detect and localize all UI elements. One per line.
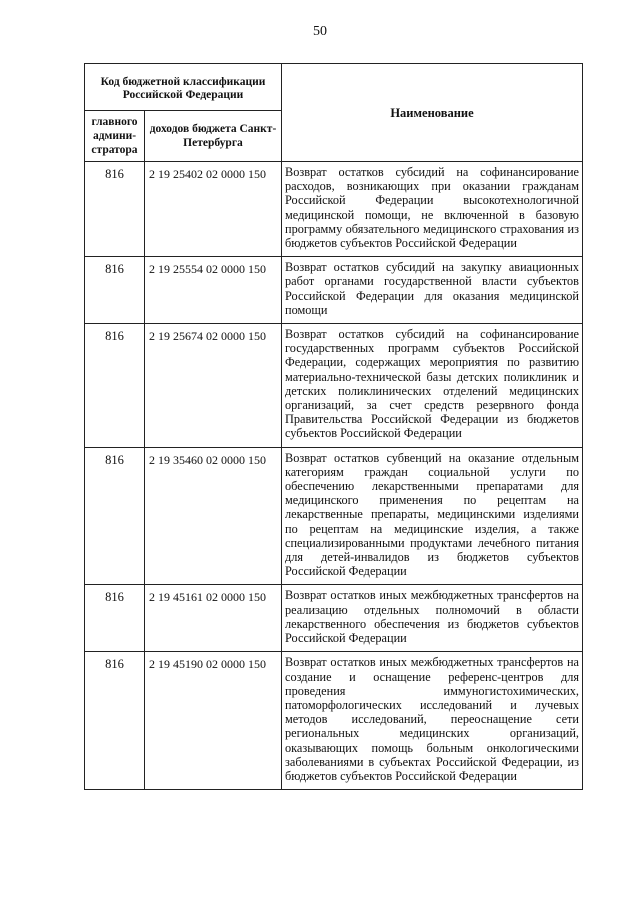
- admin-code-cell: 816: [85, 585, 145, 652]
- admin-code-cell: 816: [85, 324, 145, 448]
- table-row: [85, 652, 583, 790]
- name-cell: Возврат остатков субсидий на закупку авиационных работ органами государственной власти субъектов Российской Федерации для оказания медицинской помощи: [282, 257, 583, 324]
- revenue-code-cell: 2 19 45190 02 0000 150: [145, 652, 282, 790]
- table-row: [85, 257, 583, 324]
- table-row: [85, 324, 583, 448]
- budget-classification-table: [84, 63, 583, 790]
- admin-code-cell: 816: [85, 162, 145, 257]
- header-name: Наименование: [282, 64, 583, 162]
- name-cell: Возврат остатков иных межбюджетных трансфертов на реализацию отдельных полномочий в области лекарственного обеспечения из бюджетов субъектов Российской Федерации: [282, 585, 583, 652]
- revenue-code-cell: 2 19 45161 02 0000 150: [145, 585, 282, 652]
- admin-code-cell: 816: [85, 447, 145, 585]
- header-admin: главного админи-стратора: [85, 111, 145, 162]
- table-row: [85, 585, 583, 652]
- admin-code-cell: 816: [85, 652, 145, 790]
- revenue-code-cell: 2 19 25554 02 0000 150: [145, 257, 282, 324]
- table-row: [85, 162, 583, 257]
- revenue-code-cell: 2 19 25674 02 0000 150: [145, 324, 282, 448]
- name-cell: Возврат остатков иных межбюджетных трансфертов на создание и оснащение референс-центров для проведения иммуногистохимических, патоморфологических исследований и лучевых методов исследований, переоснащение сети региональных медицинских организаций, оказывающих помощь больным онкологическими заболеваниями в субъектах Российской Федерации, из бюджетов субъектов Российской Федерации: [282, 652, 583, 790]
- revenue-code-cell: 2 19 25402 02 0000 150: [145, 162, 282, 257]
- admin-code-cell: 816: [85, 257, 145, 324]
- name-cell: Возврат остатков субвенций на оказание отдельным категориям граждан социальной услуги по обеспечению лекарственными препаратами для медицинского применения по рецептам на лекарственные препараты, медицинскими изделиями по рецептам на медицинские изделия, а также специализированными продуктами лечебного питания для детей-инвалидов из бюджетов субъектов Российской Федерации: [282, 447, 583, 585]
- table-row: [85, 447, 583, 585]
- page-number: 50: [313, 24, 327, 39]
- name-cell: Возврат остатков субсидий на софинансирование расходов, возникающих при оказании гражданам Российской Федерации высокотехнологичной медицинской помощи, не включенной в базовую программу обязательного медицинского страхования из бюджетов субъектов Российской Федерации: [282, 162, 583, 257]
- header-classification: Код бюджетной классификации Российской Федерации: [85, 64, 282, 111]
- header-revenue: доходов бюджета Санкт-Петербурга: [145, 111, 282, 162]
- name-cell: Возврат остатков субсидий на софинансирование государственных программ субъектов Российской Федерации, содержащих мероприятия по развитию материально-технической базы детских поликлиник и детских поликлинических отделений медицинских организаций, за счет средств резервного фонда Правительства Российской Федерации из бюджетов субъектов Российской Федерации: [282, 324, 583, 448]
- revenue-code-cell: 2 19 35460 02 0000 150: [145, 447, 282, 585]
